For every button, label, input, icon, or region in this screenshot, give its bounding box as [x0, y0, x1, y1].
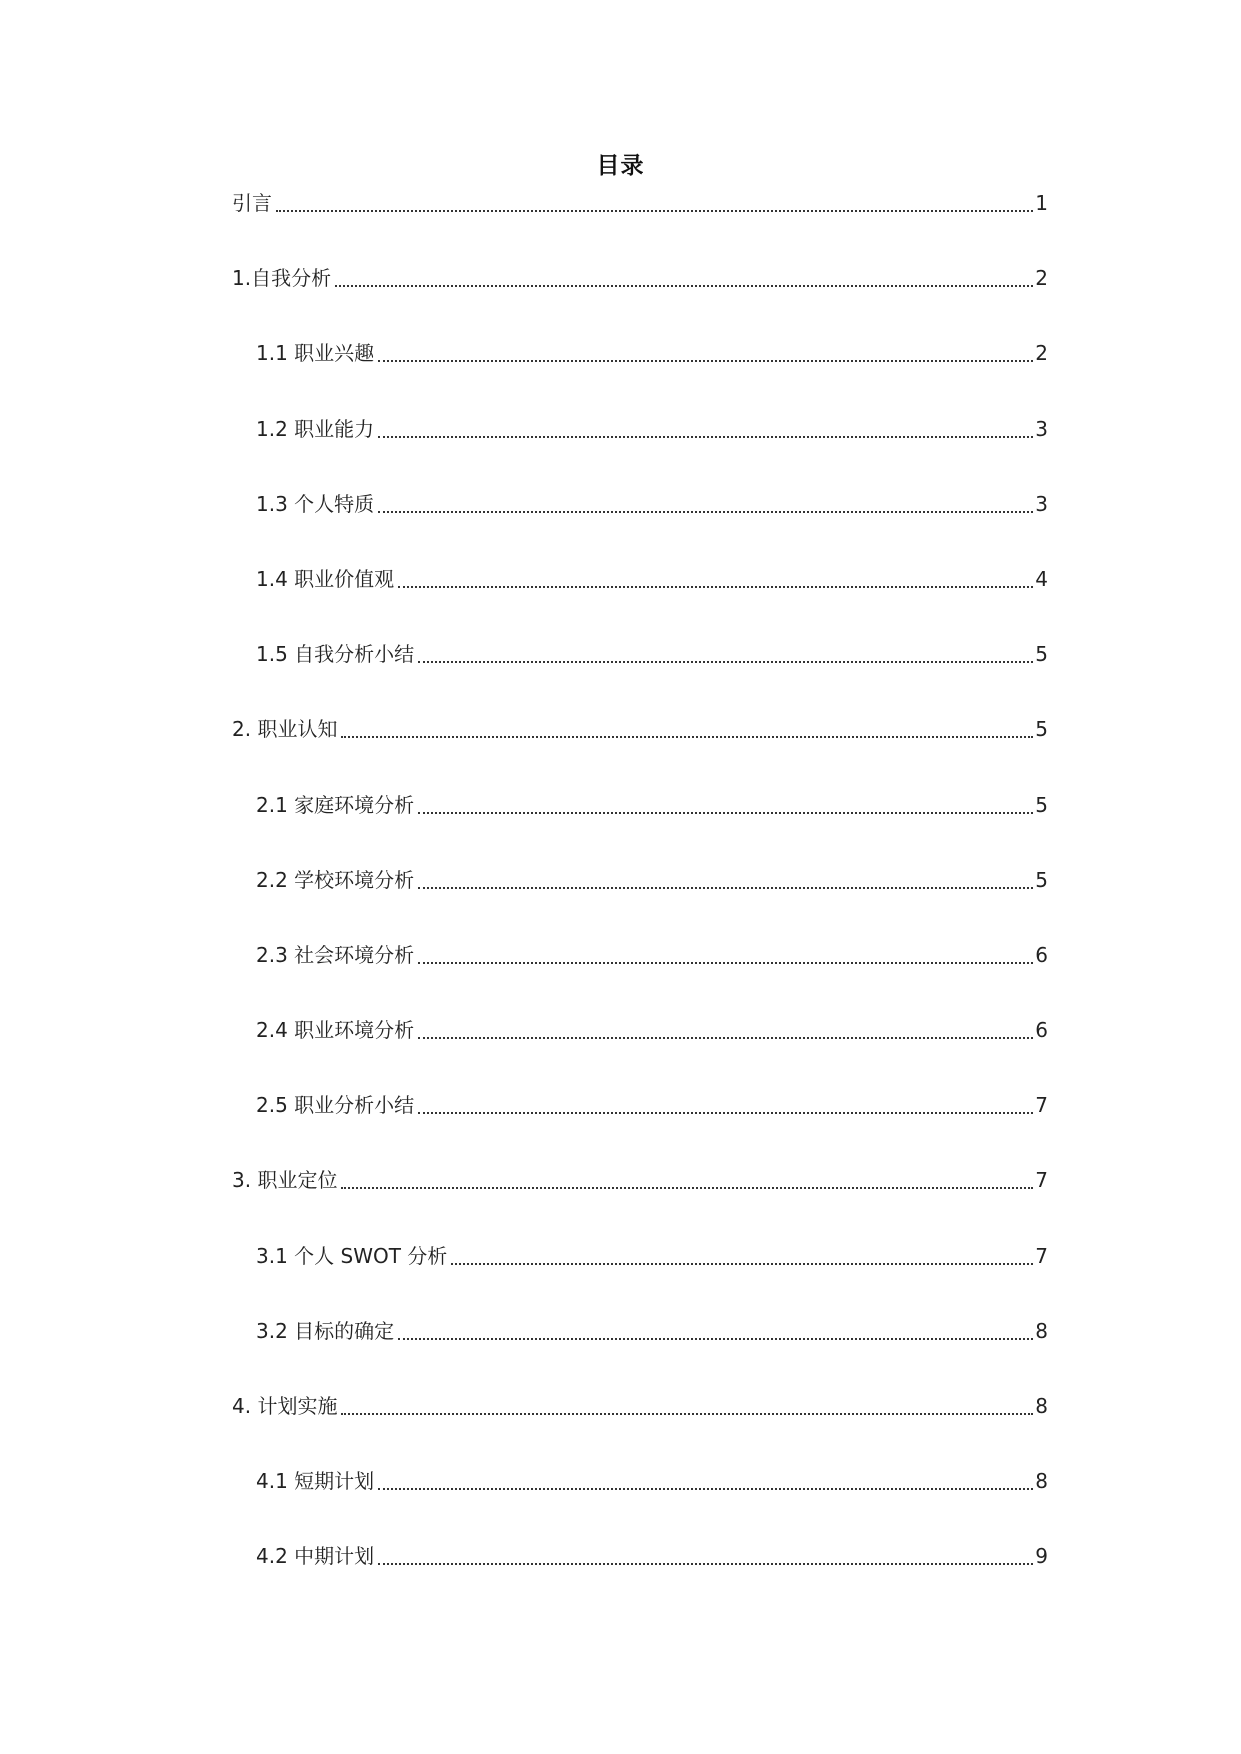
toc-entry-label: 4. 计划实施 [232, 1394, 338, 1418]
toc-dot-leader [418, 641, 1033, 663]
toc-entry-label: 2.5 职业分析小结 [256, 1093, 415, 1118]
toc-entry-page-number: 7 [1035, 1093, 1048, 1118]
toc-dot-leader [398, 566, 1033, 588]
toc-entry-page-number: 3 [1035, 416, 1048, 441]
toc-entry-page-number: 3 [1035, 491, 1048, 516]
toc-entry-label: 3.2 目标的确定 [256, 1318, 395, 1343]
toc-dot-leader [398, 1318, 1033, 1340]
toc-entry[interactable] [232, 491, 1048, 566]
toc-entry-page-number: 2 [1035, 341, 1048, 366]
toc-dot-leader [418, 867, 1033, 889]
toc-entry-label: 1.4 职业价值观 [256, 566, 395, 591]
toc-dot-leader [378, 340, 1033, 362]
toc-entry[interactable] [232, 1243, 1048, 1318]
toc-entry[interactable] [232, 416, 1048, 491]
toc-entry-page-number: 7 [1035, 1243, 1048, 1268]
toc-entry[interactable] [232, 1393, 1048, 1468]
toc-dot-leader [378, 1468, 1033, 1490]
toc-entry-label: 1.1 职业兴趣 [256, 341, 375, 366]
toc-dot-leader [341, 1167, 1033, 1189]
toc-entry[interactable] [232, 1468, 1048, 1543]
toc-entry-label: 4.2 中期计划 [256, 1544, 375, 1569]
toc-dot-leader [418, 942, 1033, 964]
toc-dot-leader [378, 1543, 1033, 1565]
toc-dot-leader [378, 491, 1033, 513]
toc-entry-page-number: 5 [1035, 642, 1048, 667]
toc-entry-label: 2.1 家庭环境分析 [256, 792, 415, 817]
toc-entry-page-number: 6 [1035, 942, 1048, 967]
toc-entry-page-number: 8 [1035, 1469, 1048, 1494]
toc-entry[interactable] [232, 1543, 1048, 1618]
toc-entry-label: 1.5 自我分析小结 [256, 642, 415, 667]
toc-entry-page-number: 4 [1035, 566, 1048, 591]
toc-entry-label: 引言 [232, 191, 272, 215]
toc-entry-page-number: 2 [1035, 266, 1048, 291]
toc-entry[interactable] [232, 792, 1048, 867]
toc-entry-page-number: 8 [1035, 1394, 1048, 1418]
toc-entry[interactable] [232, 1318, 1048, 1393]
toc-entry-label: 2. 职业认知 [232, 717, 338, 742]
toc-dot-leader [276, 190, 1033, 212]
toc-entry-page-number: 6 [1035, 1018, 1048, 1043]
toc-dot-leader [378, 416, 1033, 438]
toc-entry[interactable] [232, 566, 1048, 641]
toc-entry-label: 1.自我分析 [232, 266, 332, 291]
toc-entry[interactable] [232, 641, 1048, 716]
toc-dot-leader [418, 792, 1033, 814]
toc-entry[interactable] [232, 1017, 1048, 1092]
toc-dot-leader [335, 265, 1033, 287]
toc-entry[interactable] [232, 1092, 1048, 1167]
toc-list [232, 190, 1048, 1619]
toc-entry-label: 2.2 学校环境分析 [256, 867, 415, 892]
toc-dot-leader [341, 1393, 1033, 1415]
toc-title: 目录 [596, 153, 645, 179]
toc-entry-page-number: 5 [1035, 867, 1048, 892]
toc-entry-label: 1.3 个人特质 [256, 491, 375, 516]
toc-entry[interactable] [232, 340, 1048, 415]
toc-entry-page-number: 9 [1035, 1544, 1048, 1569]
toc-entry[interactable] [232, 942, 1048, 1017]
toc-dot-leader [451, 1243, 1033, 1265]
toc-entry-page-number: 1 [1035, 191, 1048, 215]
toc-dot-leader [418, 1092, 1033, 1114]
toc-entry[interactable] [232, 716, 1048, 791]
toc-dot-leader [418, 1017, 1033, 1039]
toc-entry[interactable] [232, 265, 1048, 340]
toc-entry-label: 2.4 职业环境分析 [256, 1018, 415, 1043]
toc-entry[interactable] [232, 867, 1048, 942]
toc-entry[interactable] [232, 1167, 1048, 1242]
toc-entry-label: 2.3 社会环境分析 [256, 942, 415, 967]
toc-entry-page-number: 7 [1035, 1168, 1048, 1193]
toc-entry-page-number: 8 [1035, 1318, 1048, 1343]
toc-dot-leader [341, 716, 1033, 738]
toc-entry-label: 4.1 短期计划 [256, 1469, 375, 1494]
toc-entry-page-number: 5 [1035, 717, 1048, 742]
toc-entry-label: 3. 职业定位 [232, 1168, 338, 1193]
toc-entry-label: 1.2 职业能力 [256, 416, 375, 441]
toc-entry[interactable] [232, 190, 1048, 265]
toc-entry-page-number: 5 [1035, 792, 1048, 817]
toc-entry-label: 3.1 个人 SWOT 分析 [256, 1243, 448, 1268]
